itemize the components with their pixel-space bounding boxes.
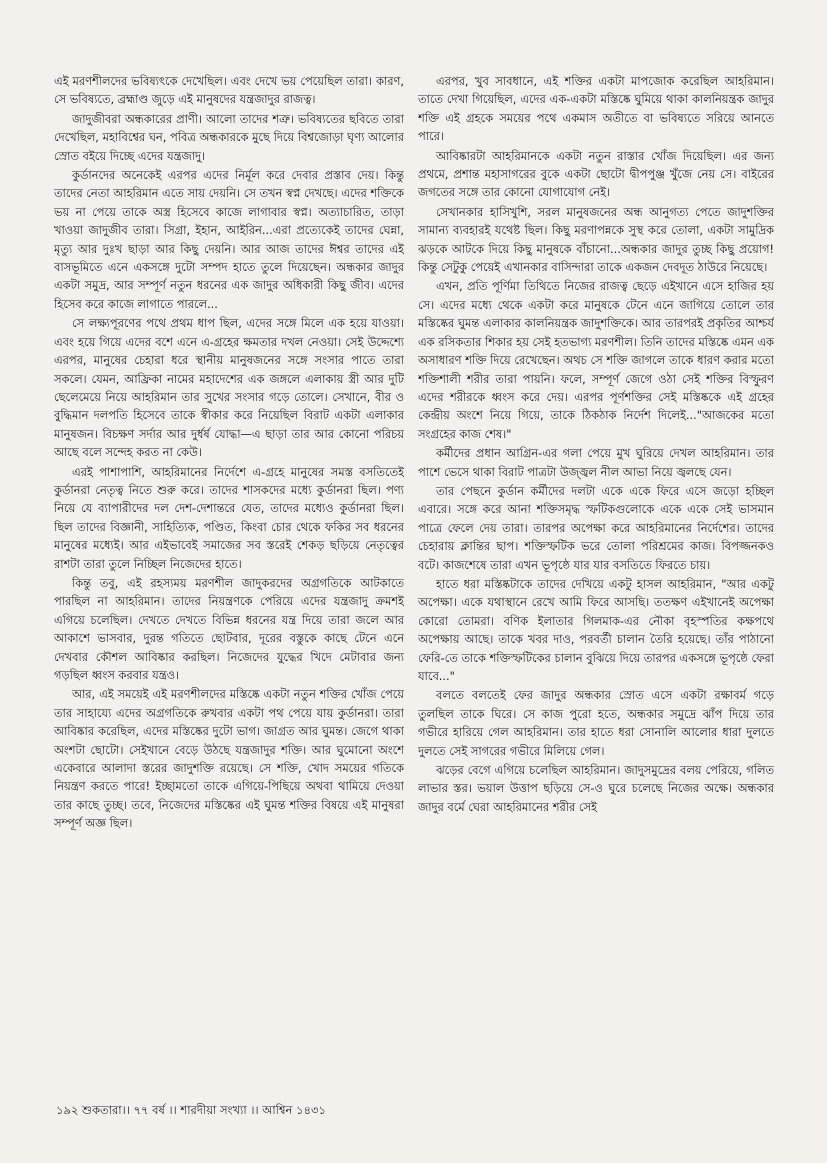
paragraph: এরই পাশাপাশি, আহরিমানের নির্দেশে এ-গ্রহে মানুষের সমস্ত বসতিতেই কুর্ডানরা নেতৃত্ব নিতে শুরু করে। তাদের শাসকদের মধ্যে কুর্ডানরা ছিল। পণ্য নিয়ে যে ব্যাপারীদের দল দেশ-দেশান্তরে যেত, তাদের মধ্যেও কুর্ডানরা ছিল। ছিল তাদের বিজ্ঞানী, সাহিত্যিক, পণ্ডিত, কিংবা চোর থেকে ফকির সব ধরনের মানুষের মধ্যেই। আর এইভাবেই সমাজের সব স্তরেই শেকড় ছড়িয়ে নেতৃত্বের রাশটা তারা তুলে নিচ্ছিল নিজেদের হাতে। bbox=[54, 464, 404, 571]
paragraph: বলতে বলতেই ফের জাদুর অন্ধকার স্রোত এসে একটা রক্ষাবর্ম গড়ে তুলছিল তাকে ঘিরে। সে কাজ পুরো হতে, অন্ধকার সমুদ্রে ঝাঁপ দিয়ে তার গভীরে হারিয়ে গেল আহরিমান। তার হাতে ধরা সোনালি আলোর ধারা দুলতে দুলতে সেই সাগরের গভীরে মিলিয়ে গেল। bbox=[418, 688, 774, 758]
paragraph: সেখানকার হাসিখুশি, সরল মানুষজনের অন্ধ আনুগত্য পেতে জাদুশক্তির সামান্য ব্যবহারই যথেষ্ট ছিল। কিছু মরণাপন্নকে সুস্থ করে তোলা, একটা সামুদ্রিক ঝড়কে আটকে দিয়ে কিছু মানুষকে বাঁচানো...অন্ধকার জাদুর তুচ্ছ কিছু প্রয়োগ! কিন্তু সেটুকু পেয়েই এখানকার বাসিন্দারা তাকে একজন দেবদূত ঠাউরে নিয়েছে। bbox=[418, 204, 774, 275]
paragraph: জাদুজীবরা অন্ধকারের প্রাণী। আলো তাদের শত্রু। ভবিষ্যতের ছবিতে তারা দেখেছিল, মহাবিশ্বের ঘন, পবিত্র অন্ধকারকে মুছে দিয়ে বিশ্বজোড়া ঘৃণ্য আলোর স্রোত বইয়ে দিচ্ছে এদের যন্ত্রজাদু। bbox=[54, 111, 404, 163]
left-column bbox=[54, 72, 404, 1092]
paragraph: কিন্তু তবু, এই রহস্যময় মরণশীল জাদুকরদের অগ্রগতিকে আটকাতে পারছিল না আহরিমান। তাদের নিয়ন্ত্রণকে পেরিয়ে এদের যন্ত্রজাদু ক্রমশই এগিয়ে চলেছিল। দেখতে দেখতে বিভিন্ন ধরনের যন্ত্র দিয়ে তারা জলে আর আকাশে ভাসবার, দুরন্ত গতিতে ছোটবার, দূরের বস্তুকে কাছে টেনে এনে দেখবার কৌশল আবিষ্কার করছিল। নিজেদের যুদ্ধের খিদে মেটাবার জন্য গড়ছিল ধ্বংস করবার যন্ত্রও। bbox=[54, 575, 404, 682]
paragraph: আর, এই সময়েই এই মরণশীলদের মস্তিষ্কে একটা নতুন শক্তির খোঁজ পেয়ে তার সাহায্যে এদের অগ্রগতিকে রুখবার একটা পথ পেয়ে যায় কুর্ডানরা। তারা আবিষ্কার করেছিল, এদের মস্তিষ্কের দুটো ভাগ। জাগ্রত আর ঘুমন্ত। জেগে থাকা অংশটা ছোটো। সেইখানে বেড়ে উঠছে যন্ত্রজাদুর শক্তি। আর ঘুমোনো অংশে একেবারে আলাদা স্তরের জাদুশক্তি রয়েছে। সে শক্তি, খোদ সময়ের গতিকে নিয়ন্ত্রণ করতে পারে! ইচ্ছামতো তাকে এগিয়ে-পিছিয়ে অথবা থামিয়ে দেওয়া তার কাছে তুচ্ছ। তবে, নিজেদের মস্তিষ্কের এই ঘুমন্ত শক্তির বিষয়ে এই মানুষরা সম্পূর্ণ অজ্ঞ ছিল। bbox=[54, 687, 404, 831]
paragraph: কুর্ডানদের অনেকেই এরপর এদের নির্মূল করে দেবার প্রস্তাব দেয়। কিন্তু তাদের নেতা আহরিমান এতে সায় দেয়নি। সে তখন স্বপ্ন দেখছে। এদের শক্তিকে ভয় না পেয়ে তাকে অস্ত্র হিসেবে কাজে লাগাবার স্বপ্ন। অত্যাচারিত, তাড়া খাওয়া জাদুজীব তারা। সিগ্রা, ইহান, আইরিন...এরা প্রত্যেকেই তাদের ঘেন্না, মৃত্যু আর দুঃখ ছাড়া আর কিছু দেয়নি। আর আজ তাদের ঈশ্বর তাদের এই বাসভূমিতে এনে একসঙ্গে দুটো সম্পদ হাতে তুলে দিয়েছেন। অন্ধকার জাদুর একটা সমুদ্র, আর সম্পূর্ণ নতুন ধরনের এক জাদুর অধিকারী কিছু জীব। এদের হিসেব করে কাজে লাগাতে পারলে... bbox=[54, 168, 404, 311]
paragraph: এখন, প্রতি পূর্ণিমা তিথিতে নিজের রাজত্ব ছেড়ে এইখানে এসে হাজির হয় সে। এদের মধ্যে থেকে একটা করে মানুষকে টেনে এনে জাগিয়ে তোলে তার মস্তিষ্কের ঘুমন্ত এলাকার কালনিয়ন্ত্রক জাদুশক্তিকে। আর তারপরই প্রকৃতির আশ্চর্য এক রসিকতার শিকার হয় সেই হতভাগ্য মরণশীল। তিনি তাদের মস্তিষ্কে এমন এক অসাধারণ শক্তি দিয়ে রেখেছেন। অথচ সে শক্তি জাগলে তাকে ধারণ করার মতো শক্তিশালী শরীর তারা পায়নি। ফলে, সম্পূর্ণ জেগে ওঠা সেই শক্তির বিস্ফুরণ এদের শরীরকে ধ্বংস করে দেয়। এরপর পূর্ণশক্তির সেই মস্তিষ্ককে এই গ্রহের কেন্দ্রীয় অংশে নিয়ে গিয়ে, তাকে ঠিকঠাক নির্দেশ দিলেই..."আজকের মতো সংগ্রহের কাজ শেষ।" bbox=[418, 279, 774, 441]
paragraph: তার পেছনে কুর্ডান কর্মীদের দলটা একে একে ফিরে এসে জড়ো হচ্ছিল এবারে। সঙ্গে করে আনা শক্তিসমৃদ্ধ স্ফটিকগুলোকে একে একে সেই ভাসমান পাত্রে ফেলে দেয় তারা। তারপর অপেক্ষা করে আহরিমানের নির্দেশের। তাদের চেহারায় ক্লান্তির ছাপ। শক্তিস্ফটিক ভরে তোলা পরিশ্রমের কাজ। বিপজ্জনকও বটে। কাজশেষে তারা এখন ভূপৃষ্ঠে যার যার বসতিতে ফিরতে চায়। bbox=[418, 483, 774, 572]
page-footer: ১৯২ শুকতারা।। ৭৭ বর্ষ ।। শারদীয়া সংখ্যা ।। আশ্বিন ১৪৩১ bbox=[56, 1103, 326, 1117]
paragraph: সে লক্ষ্যপূরণের পথে প্রথম ধাপ ছিল, এদের সঙ্গে মিলে এক হয়ে যাওয়া। এবং হয়ে গিয়ে এদের বশে এনে এ-গ্রহের ক্ষমতার দখল নেওয়া। সেই উদ্দেশ্যে এরপর, মানুষের চেহারা ধরে স্থানীয় মানুষজনের সঙ্গে সংসার পাতে তারা সকলে। যেমন, আফ্রিকা নামের মহাদেশের এক জঙ্গলে এলাকায় স্ত্রী আর দুটি ছেলেমেয়ে নিয়ে আহরিমান তার সুখের সংসার গড়ে তোলে। সেখানে, বীর ও বুদ্ধিমান দলপতি হিসেবে তাকে স্বীকার করে নিয়েছিল বিরাট একটা এলাকার মানুষজন। বিচক্ষণ সর্দার আর দুর্ধর্ষ যোদ্ধা—এ ছাড়া তার আর কোনো পরিচয় আছে বলে সন্দেহ করত না কেউ। bbox=[54, 316, 404, 460]
right-column bbox=[418, 72, 774, 1102]
paragraph: এই মরণশীলদের ভবিষ্যৎকে দেখেছিল। এবং দেখে ভয় পেয়েছিল তারা। কারণ, সে ভবিষ্যতে, ব্রহ্মাণ্ড জুড়ে এই মানুষদের যন্ত্রজাদুর রাজত্ব। bbox=[54, 74, 404, 107]
paragraph: কর্মীদের প্রধান আগ্রিন-এর গলা পেয়ে মুখ ঘুরিয়ে দেখল আহরিমান। তার পাশে ভেসে থাকা বিরাট পাত্রটা উজ্জ্বল নীল আভা নিয়ে জ্বলছে যেন। bbox=[418, 446, 774, 479]
paragraph: হাতে ধরা মস্তিষ্কটাকে তাদের দেখিয়ে একটু হাসল আহরিমান, "আর একটু অপেক্ষা। একে যথাস্থানে রেখে আমি ফিরে আসছি। ততক্ষণ এইখানেই অপেক্ষা কোরো তোমরা। বণিক ইলাতার গিলমাক-এর নৌকা বৃহস্পতির কক্ষপথে অপেক্ষায় আছে। তাকে খবর দাও, পরবর্তী চালান তৈরি হয়েছে। তাঁর পাঠানো ফেরি-তে তাকে শক্তিস্ফটিকের চালান বুঝিয়ে দিয়ে তারপর একসঙ্গে ভূপৃষ্ঠে ফেরা যাবে..." bbox=[418, 576, 774, 683]
paragraph: আবিষ্কারটা আহরিমানকে একটা নতুন রাস্তার খোঁজ দিয়েছিল। এর জন্য প্রথমে, প্রশান্ত মহাসাগরের বুকে একটা ছোটো দ্বীপপুঞ্জ খুঁজে নেয় সে। বাইরের জগতের সঙ্গে তার কোনো যোগাযোগ নেই। bbox=[418, 148, 774, 200]
paragraph: এরপর, খুব সাবধানে, এই শক্তির একটা মাপজোক করেছিল আহরিমান। তাতে দেখা গিয়েছিল, এদের এক-একটা মস্তিষ্কে ঘুমিয়ে থাকা কালনিয়ন্ত্রক জাদুর শক্তি এই গ্রহকে সময়ের পথে একমাস অতীতে বা ভবিষ্যতে সরিয়ে আনতে পারে। bbox=[418, 74, 774, 144]
paragraph: ঝড়ের বেগে এগিয়ে চলেছিল আহরিমান। জাদুসমুদ্রের বলয় পেরিয়ে, গলিত লাভার স্তর। ভয়াল উত্তাপ ছড়িয়ে সে-ও ঘুরে চলেছে নিজের অক্ষে। অন্ধকার জাদুর বর্মে ঘেরা আহরিমানের শরীর সেই bbox=[418, 763, 774, 814]
